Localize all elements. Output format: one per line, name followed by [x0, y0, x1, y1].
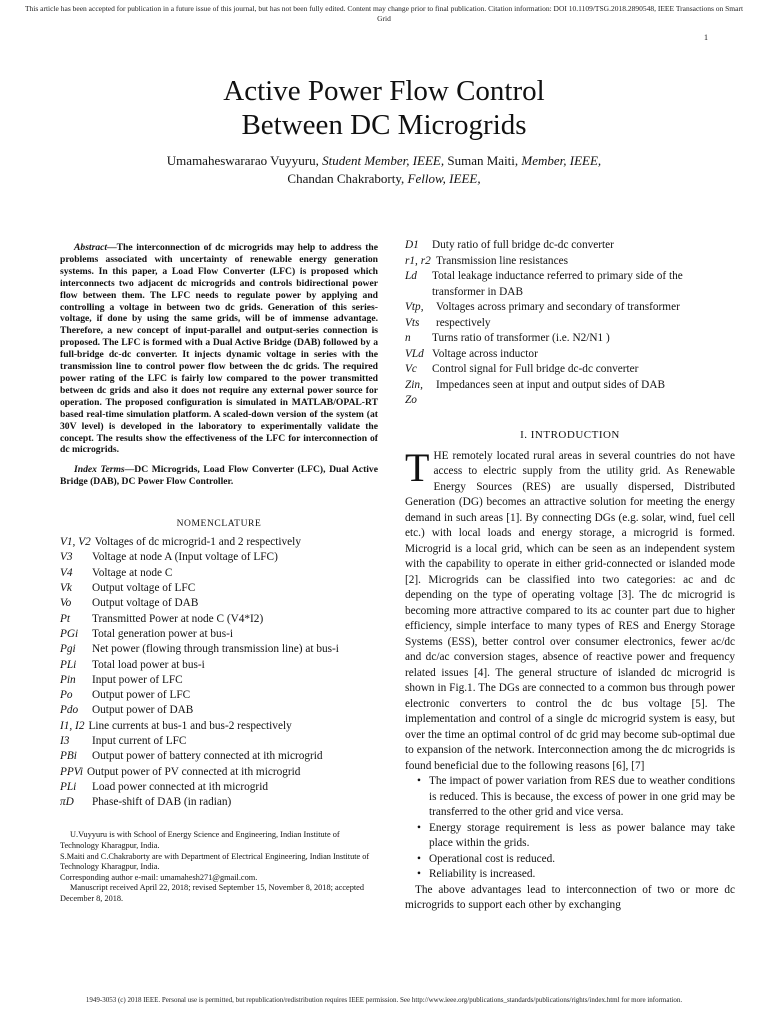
list-item: [405, 362, 735, 378]
nomenclature-symbol: πD: [60, 796, 74, 809]
nomenclature-description: Output power of battery connected at ith microgrid: [92, 750, 323, 763]
nomenclature-description: Net power (flowing through transmission line) at bus-i: [92, 643, 339, 656]
page-number: 1: [704, 33, 708, 42]
nomenclature-symbol: Vc: [405, 363, 417, 375]
list-item: [60, 765, 378, 780]
nomenclature-symbol: Po: [60, 689, 73, 702]
nomenclature-symbol: PLi: [60, 658, 77, 671]
nomenclature-symbol: Pin: [60, 673, 76, 686]
list-item: [405, 238, 735, 254]
paper-title: [0, 74, 768, 142]
nomenclature-description: Duty ratio of full bridge dc-dc converter: [432, 239, 614, 251]
nomenclature-description: Voltage at node A (Input voltage of LFC): [92, 551, 278, 564]
nomenclature-symbol: Zin, Zo: [405, 378, 423, 406]
index-terms: [60, 464, 378, 488]
nomenclature-description: Voltage at node C: [92, 566, 173, 579]
nomenclature-symbol: V1, V2: [60, 536, 91, 549]
list-item: [405, 254, 735, 270]
list-item: [60, 673, 378, 688]
nomenclature-description: Voltage across inductor: [432, 347, 538, 360]
index-terms-text: —DC Microgrids, Load Flow Converter (LFC), Dual Active Bridge (DAB), DC Power Flow Controller.: [60, 464, 378, 488]
nomenclature-description: Total generation power at bus-i: [92, 627, 234, 640]
section-heading-introduction: I. INTRODUCTION: [520, 428, 620, 441]
nomenclature-description: Load power connected at ith microgrid: [92, 780, 268, 793]
right-column: [405, 238, 735, 914]
title-line-2: Between DC Microgrids: [241, 109, 527, 141]
abstract: [60, 242, 378, 456]
nomenclature-description: Output voltage of LFC: [92, 582, 196, 595]
list-item: [60, 550, 378, 565]
list-item: [60, 642, 378, 657]
list-item: [60, 703, 378, 718]
footnote-email: Corresponding author e-mail: umamahesh271@gmail.com.: [60, 872, 258, 882]
author-list: [0, 152, 768, 188]
list-item: • Reliability is increased.: [417, 867, 735, 883]
nomenclature-description: Transmitted Power at node C (V4*I2): [92, 612, 264, 625]
author-3: Chandan Chakraborty,: [287, 171, 405, 186]
nomenclature-description: Phase-shift of DAB (in radian): [92, 796, 232, 809]
nomenclature-symbol: PPVi: [60, 765, 84, 778]
nomenclature-description: Voltages of dc microgrid-1 and 2 respectively: [94, 536, 301, 549]
intro-paragraph-1: [405, 444, 735, 775]
nomenclature-symbol: Vk: [60, 582, 72, 595]
nomenclature-symbol: VLd: [405, 347, 424, 360]
list-item: • Operational cost is reduced.: [417, 852, 735, 868]
footnote-manuscript: Manuscript received April 22, 2018; revised September 15, November 8, 2018; accepted December 8, 2018.: [60, 883, 364, 904]
author-2: Suman Maiti,: [447, 153, 519, 168]
nomenclature-symbol: I1, I2: [60, 719, 85, 732]
nomenclature-symbol: n: [405, 332, 411, 344]
benefits-list: [405, 774, 735, 883]
list-item: [60, 749, 378, 764]
list-item: [60, 627, 378, 642]
title-line-1: Active Power Flow Control: [223, 75, 545, 107]
list-item: [60, 612, 378, 627]
nomenclature-description: Output voltage of DAB: [92, 597, 199, 610]
list-item: [60, 658, 378, 673]
list-item: [405, 347, 735, 363]
list-item: [60, 795, 378, 810]
abstract-lead: Abstract: [74, 242, 108, 253]
nomenclature-symbol: I3: [60, 734, 70, 747]
list-item: [60, 596, 378, 611]
intro-paragraph-2: The above advantages lead to interconnection of two or more dc microgrids to support each other by exchanging: [405, 883, 735, 911]
drop-cap: T: [405, 444, 430, 490]
abstract-text: —The interconnection of dc microgrids may help to address the problems associated with uncertainty of renewable energy generation systems. In this paper, a Load Flow Converter (LFC) is proposed which interconnects two adjacent dc microgrids and controls bidirectional power flow between them. The LFC needs to regulate power by applying and controlling a voltage in between two dc grids. Generation of this series-voltage, if done by using the same grids, will be of immense advantage. Therefore, a new concept of input-parallel and output-series connection is proposed. The LFC is formed with a Dual Active Bridge (DAB) followed by a full-bridge dc-dc converter. It injects dynamic voltage in series with the transmission line to control power flow between the dc grids. The required power rating of the LFC is fairly low compared to the power transmitted between dc grids and also it does not require any external power source for operation. The proposed configuration is simulated in MATLAB/OPAL-RT based real-time simulation platform. A scaled-down version of the system (at 30V level) is developed in the laboratory to experimentally validate the concept. The results show the effectiveness of the LFC for interconnection of dc microgrids.: [60, 242, 378, 456]
nomenclature-description: Impedances seen at input and output sides of DAB: [436, 378, 666, 391]
nomenclature-symbol: Pgi: [60, 643, 76, 656]
nomenclature-description: Output power of DAB: [92, 704, 194, 717]
list-item: [60, 734, 378, 749]
nomenclature-description: Total load power at bus-i: [92, 658, 205, 671]
list-item: [60, 535, 378, 550]
footnote-affiliation-2: S.Maiti and C.Chakraborty are with Department of Electrical Engineering, Indian Institute of Technology Kharagpur, India.: [60, 851, 370, 872]
nomenclature-symbol: D1: [405, 239, 419, 251]
intro-paragraph-1-text: HE remotely located rural areas in several countries do not have access to electric supply from the utility grid. As Renewable Energy Sources (RES) are usually dispersed, Distributed Generation (DG) becomes an attractive solution for meeting the energy demand in such areas [1]. By connecting DGs (e.g. solar, wind, fuel cell etc.) with local loads and energy storage, a microgrid is formed. Microgrid is a local grid, which can be seen as an independent system with the capability to operate in either grid-connected or islanded mode [2]. Microgrids can be classified into two categories: ac and dc depending on the type of operating voltage [3]. The dc microgrid is becoming more attractive compared to its ac counter part due to higher efficiency, simple interface to many types of RES and Energy Storage Systems (ESS), better control over consumer electronics, fewer ac/dc and dc/ac conversion stages, absence of reactive power and frequency related issues [4]. The general structure of islanded dc microgrid is shown in Fig.1. The DGs are connected to a common bus through power electronic converters to control the dc bus voltage [5]. The implementation and control of a single dc microgrid system is easy, but over the time an optimal control of dc grid may become sub-optimal due to expansion of the network. Interconnection among the dc microgrids is found beneficial due to the following reasons [6], [7]: [405, 449, 735, 772]
nomenclature-description: Output power of PV connected at ith microgrid: [87, 765, 301, 778]
author-1-role: Student Member, IEEE,: [322, 153, 445, 168]
nomenclature-description: Input current of LFC: [92, 734, 187, 747]
nomenclature-symbol: PGi: [60, 627, 79, 640]
nomenclature-symbol: r1, r2: [405, 254, 431, 267]
nomenclature-continued: [405, 238, 735, 409]
nomenclature-heading: NOMENCLATURE: [176, 519, 262, 530]
list-item: [405, 331, 735, 347]
list-item: [60, 719, 378, 734]
nomenclature-symbol: Pt: [60, 612, 71, 625]
bottom-banner: 1949-3053 (c) 2018 IEEE. Personal use is permitted, but republication/redistribution requires IEEE permission. See http://www.ieee.org/publications_standards/publications/rights/index.html for more information.: [85, 996, 683, 1004]
list-item: [60, 780, 378, 795]
nomenclature-symbol: V4: [60, 566, 73, 579]
nomenclature-description: Line currents at bus-1 and bus-2 respectively: [88, 719, 292, 732]
nomenclature-description: Control signal for Full bridge dc-dc converter: [432, 363, 639, 375]
nomenclature-symbol: Pdo: [60, 704, 79, 717]
author-2-role: Member, IEEE,: [521, 153, 602, 168]
nomenclature-symbol: Vtp, Vts: [405, 301, 424, 329]
nomenclature-symbol: PBi: [60, 750, 77, 763]
nomenclature-symbol: Vo: [60, 597, 72, 610]
footnote: [60, 830, 378, 904]
nomenclature-description: Transmission line resistances: [436, 254, 568, 267]
nomenclature-list: [60, 535, 378, 810]
left-column: [60, 238, 378, 905]
top-banner: This article has been accepted for publication in a future issue of this journal, but has not been fully edited. Content may change prior to final publication. Citation information: DOI 10.1109/TSG.2018.2890548, IEEE Transactions on Smart Grid: [24, 4, 744, 23]
list-item: [60, 688, 378, 703]
footnote-affiliation-1: U.Vuyyuru is with School of Energy Science and Engineering, Indian Institute of Technology Kharagpur, India.: [60, 830, 340, 851]
nomenclature-symbol: V3: [60, 551, 73, 564]
nomenclature-description: Input power of LFC: [92, 673, 183, 686]
nomenclature-symbol: Ld: [405, 270, 417, 282]
author-1: Umamaheswararao Vuyyuru,: [166, 153, 319, 168]
list-item: • The impact of power variation from RES due to weather conditions is reduced. This is because, the excess of power in one grid may be transferred to the other grid and vice versa.: [417, 774, 735, 821]
nomenclature-description: Voltages across primary and secondary of transformer respectively: [436, 301, 680, 329]
index-terms-lead: Index Terms: [74, 464, 125, 476]
list-item: [405, 378, 735, 409]
nomenclature-description: Output power of LFC: [92, 689, 191, 702]
list-item: • Energy storage requirement is less as power balance may take place within the grids.: [417, 821, 735, 852]
nomenclature-description: Turns ratio of transformer (i.e. N2/N1 ): [432, 332, 610, 344]
nomenclature-description: Total leakage inductance referred to primary side of the transformer in DAB: [432, 270, 683, 298]
list-item: [60, 566, 378, 581]
list-item: [60, 581, 378, 596]
list-item: [405, 300, 735, 331]
author-3-role: Fellow, IEEE,: [407, 171, 481, 186]
nomenclature-symbol: PLi: [60, 780, 77, 793]
list-item: [405, 269, 735, 300]
